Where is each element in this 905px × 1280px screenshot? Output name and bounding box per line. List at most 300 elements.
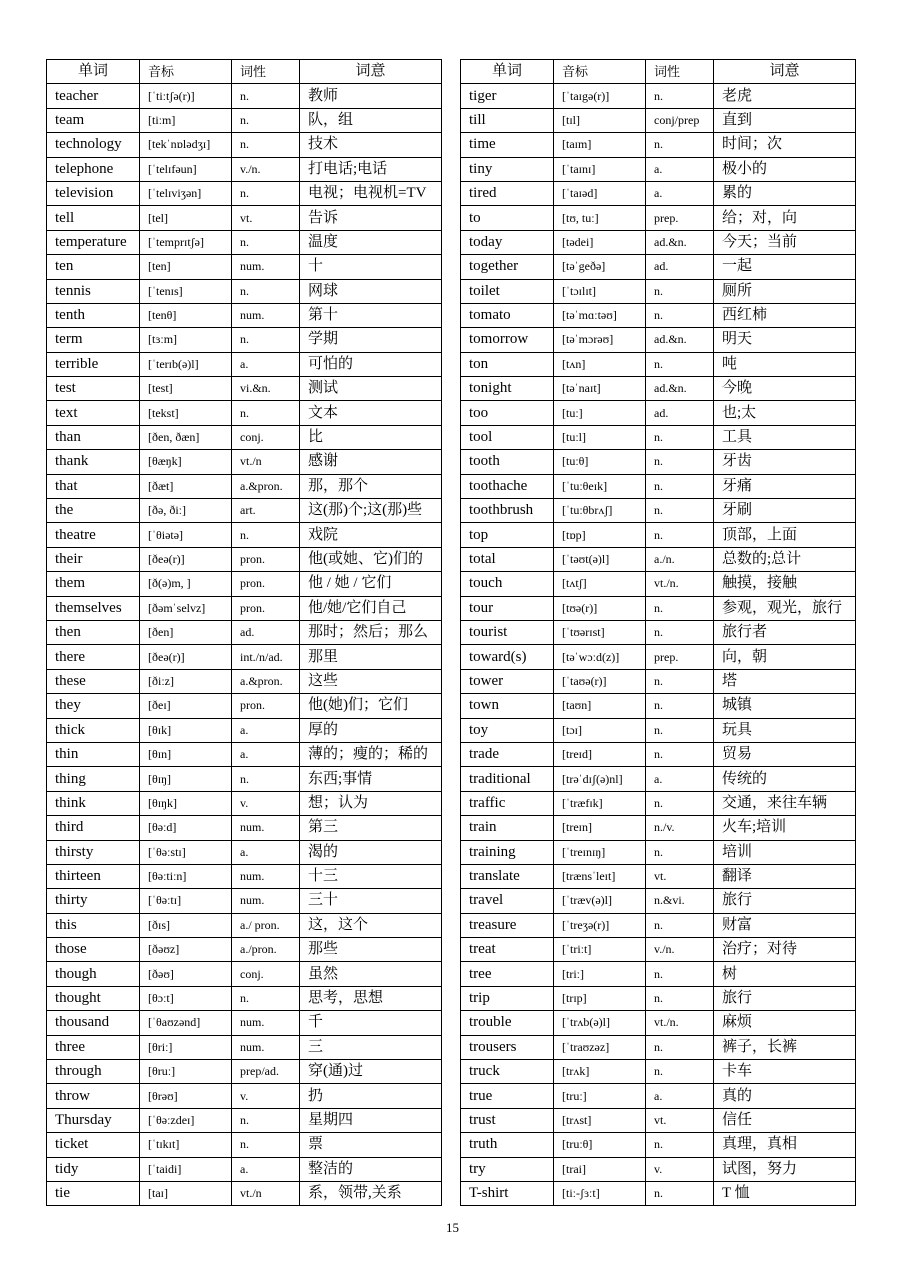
meaning-cell: 学期 [300,328,442,352]
table-row [47,913,442,937]
table-row [461,1011,856,1035]
phonetic-cell: [ðiːz] [140,669,232,693]
word-cell: third [47,816,140,840]
phonetic-cell: [test] [140,377,232,401]
phonetic-cell: [ðəʊ] [140,962,232,986]
word-cell: till [461,108,554,132]
table-row [461,572,856,596]
word-cell: toy [461,718,554,742]
table-row [47,694,442,718]
meaning-cell: 信任 [714,1108,856,1132]
word-cell: toward(s) [461,645,554,669]
word-cell: tired [461,181,554,205]
word-cell: treasure [461,913,554,937]
word-cell: touch [461,572,554,596]
table-row [461,962,856,986]
word-cell: tree [461,962,554,986]
phonetic-cell: [ˈtemprɪtʃə] [140,230,232,254]
header-phonetic: 音标 [554,60,646,84]
meaning-cell: 星期四 [300,1108,442,1132]
table-row [47,1060,442,1084]
word-cell: time [461,133,554,157]
phonetic-cell: [tʊ, tuː] [554,206,646,230]
pos-cell: a./n. [646,547,714,571]
pos-cell: ad. [232,620,300,644]
meaning-cell: 树 [714,962,856,986]
pos-cell: n. [232,108,300,132]
word-cell: throw [47,1084,140,1108]
meaning-cell: 技术 [300,133,442,157]
table-row [47,669,442,693]
phonetic-cell: [θɪŋ] [140,767,232,791]
meaning-cell: 厚的 [300,718,442,742]
pos-cell: n. [646,913,714,937]
table-row [461,889,856,913]
pos-cell: n. [646,669,714,693]
phonetic-cell: [θæŋk] [140,450,232,474]
table-row [461,1181,856,1205]
phonetic-cell: [təˈwɔːd(z)] [554,645,646,669]
pos-cell: ad.&n. [646,377,714,401]
meaning-cell: 牙刷 [714,499,856,523]
meaning-cell: 扔 [300,1084,442,1108]
pos-cell: n.&vi. [646,889,714,913]
word-cell: truck [461,1060,554,1084]
table-row [461,596,856,620]
meaning-cell: 塔 [714,669,856,693]
word-cell: terrible [47,352,140,376]
phonetic-cell: [ˈθiətə] [140,523,232,547]
table-row [461,1157,856,1181]
pos-cell: a.&pron. [232,669,300,693]
meaning-cell: 玩具 [714,718,856,742]
word-cell: tower [461,669,554,693]
word-cell: try [461,1157,554,1181]
meaning-cell: 旅行 [714,986,856,1010]
pos-cell: n. [232,986,300,1010]
pos-cell: a. [646,157,714,181]
word-cell: team [47,108,140,132]
phonetic-cell: [ˈtɪkɪt] [140,1133,232,1157]
meaning-cell: 千 [300,1011,442,1035]
pos-cell: n. [646,791,714,815]
word-cell: then [47,620,140,644]
table-row [461,206,856,230]
pos-cell: n. [646,425,714,449]
phonetic-cell: [truː] [554,1084,646,1108]
word-cell: toilet [461,279,554,303]
table-row [47,547,442,571]
phonetic-cell: [tekst] [140,401,232,425]
word-cell: trust [461,1108,554,1132]
pos-cell: a. [232,352,300,376]
word-cell: those [47,938,140,962]
table-row [461,620,856,644]
pos-cell: n. [232,133,300,157]
pos-cell: n. [646,840,714,864]
pos-cell: n. [646,84,714,108]
pos-cell: vt. [232,206,300,230]
meaning-cell: 火车;培训 [714,816,856,840]
phonetic-cell: [ˈtiːtʃə(r)] [140,84,232,108]
table-row [47,1181,442,1205]
table-row [47,157,442,181]
phonetic-cell: [θrəʊ] [140,1084,232,1108]
meaning-cell: 东西;事情 [300,767,442,791]
pos-cell: conj/prep [646,108,714,132]
header-phonetic: 音标 [140,60,232,84]
meaning-cell: 整洁的 [300,1157,442,1181]
phonetic-cell: [ˈtriːt] [554,938,646,962]
pos-cell: num. [232,864,300,888]
table-row [47,938,442,962]
pos-cell: n. [232,401,300,425]
meaning-cell: 第十 [300,303,442,327]
table-row [461,1060,856,1084]
pos-cell: ad. [646,255,714,279]
table-row [461,474,856,498]
pos-cell: vt./n. [646,1011,714,1035]
table-row [47,255,442,279]
table-row [47,986,442,1010]
meaning-cell: 测试 [300,377,442,401]
table-row [47,450,442,474]
pos-cell: n. [646,1060,714,1084]
phonetic-cell: [tɪl] [554,108,646,132]
meaning-cell: 那里 [300,645,442,669]
meaning-cell: 网球 [300,279,442,303]
table-row [47,1035,442,1059]
meaning-cell: 财富 [714,913,856,937]
pos-cell: n. [646,523,714,547]
word-cell: themselves [47,596,140,620]
meaning-cell: 告诉 [300,206,442,230]
header-row [461,60,856,84]
pos-cell: a./ pron. [232,913,300,937]
pos-cell: n. [232,1108,300,1132]
table-row [47,181,442,205]
phonetic-cell: [θɪŋk] [140,791,232,815]
table-row [461,986,856,1010]
pos-cell: n. [646,1133,714,1157]
meaning-cell: 教师 [300,84,442,108]
phonetic-cell: [ðə, ðiː] [140,499,232,523]
phonetic-cell: [treɪd] [554,742,646,766]
table-row [461,181,856,205]
table-row [47,352,442,376]
word-cell: train [461,816,554,840]
phonetic-cell: [ˈtaɪəd] [554,181,646,205]
word-cell: tooth [461,450,554,474]
table-row [47,962,442,986]
table-row [47,816,442,840]
pos-cell: n. [646,1181,714,1205]
table-row [47,303,442,327]
pos-cell: vt. [646,864,714,888]
meaning-cell: 戏院 [300,523,442,547]
pos-cell: num. [232,255,300,279]
table-row [47,206,442,230]
table-row [461,791,856,815]
pos-cell: prep/ad. [232,1060,300,1084]
pos-cell: num. [232,889,300,913]
pos-cell: vt./n. [646,572,714,596]
meaning-cell: 这(那)个;这(那)些 [300,499,442,523]
phonetic-cell: [ˈtreʒə(r)] [554,913,646,937]
pos-cell: a./pron. [232,938,300,962]
meaning-cell: 也;太 [714,401,856,425]
meaning-cell: 十三 [300,864,442,888]
pos-cell: pron. [232,572,300,596]
meaning-cell: 他(或她、它)们的 [300,547,442,571]
pos-cell: n. [232,279,300,303]
meaning-cell: 时间；次 [714,133,856,157]
meaning-cell: 三 [300,1035,442,1059]
word-cell: that [47,474,140,498]
table-row [47,864,442,888]
table-row [461,1084,856,1108]
pos-cell: n. [232,181,300,205]
table-row [461,1108,856,1132]
phonetic-cell: [θəːtiːn] [140,864,232,888]
table-row [47,645,442,669]
phonetic-cell: [trɪp] [554,986,646,1010]
table-row [47,523,442,547]
pos-cell: n. [232,767,300,791]
word-cell: translate [461,864,554,888]
meaning-cell: 向，朝 [714,645,856,669]
word-cell: the [47,499,140,523]
phonetic-cell: [tuːl] [554,425,646,449]
meaning-cell: 给；对，向 [714,206,856,230]
phonetic-cell: [tel] [140,206,232,230]
phonetic-cell: [tenθ] [140,303,232,327]
phonetic-cell: [triː] [554,962,646,986]
phonetic-cell: [təˈgeðə] [554,255,646,279]
table-row [461,279,856,303]
word-cell: think [47,791,140,815]
table-row [461,938,856,962]
phonetic-cell: [tɔɪ] [554,718,646,742]
meaning-cell: 他/她/它们自己 [300,596,442,620]
pos-cell: ad.&n. [646,328,714,352]
pos-cell: a.&pron. [232,474,300,498]
word-cell: town [461,694,554,718]
table-row [461,864,856,888]
pos-cell: n. [646,499,714,523]
phonetic-cell: [ðɪs] [140,913,232,937]
word-cell: thirteen [47,864,140,888]
phonetic-cell: [tuːθ] [554,450,646,474]
word-cell: they [47,694,140,718]
table-row [47,718,442,742]
table-row [461,157,856,181]
meaning-cell: 穿(通)过 [300,1060,442,1084]
table-row [461,230,856,254]
pos-cell: a. [232,840,300,864]
pos-cell: num. [232,816,300,840]
phonetic-cell: [ðen, ðæn] [140,425,232,449]
pos-cell: a. [232,718,300,742]
word-cell: telephone [47,157,140,181]
pos-cell: n. [646,718,714,742]
table-row [461,450,856,474]
phonetic-cell: [tiː-ʃɜːt] [554,1181,646,1205]
word-cell: tenth [47,303,140,327]
meaning-cell: 极小的 [714,157,856,181]
table-row [47,279,442,303]
word-cell: thin [47,742,140,766]
phonetic-cell: [ˈterɪb(ə)l] [140,352,232,376]
phonetic-cell: [taʊn] [554,694,646,718]
word-cell: toothbrush [461,499,554,523]
word-cell: too [461,401,554,425]
table-row [461,742,856,766]
word-cell: today [461,230,554,254]
header-word: 单词 [47,60,140,84]
table-row [461,816,856,840]
phonetic-cell: [θɔːt] [140,986,232,1010]
meaning-cell: 想；认为 [300,791,442,815]
meaning-cell: 城镇 [714,694,856,718]
meaning-cell: 真的 [714,1084,856,1108]
meaning-cell: 那些 [300,938,442,962]
phonetic-cell: [təˈmɔrəʊ] [554,328,646,352]
meaning-cell: 累的 [714,181,856,205]
table-row [47,889,442,913]
meaning-cell: 第三 [300,816,442,840]
phonetic-cell: [tekˈnɒlədʒɪ] [140,133,232,157]
vocab-table-left [46,59,442,1206]
word-cell: three [47,1035,140,1059]
meaning-cell: 电视；电视机=TV [300,181,442,205]
meaning-cell: 总数的;总计 [714,547,856,571]
word-cell: tonight [461,377,554,401]
word-cell: tool [461,425,554,449]
table-row [47,474,442,498]
phonetic-cell: [ˈtʊərɪst] [554,620,646,644]
meaning-cell: 今天；当前 [714,230,856,254]
phonetic-cell: [trʌst] [554,1108,646,1132]
word-cell: to [461,206,554,230]
pos-cell: pron. [232,596,300,620]
word-cell: trip [461,986,554,1010]
phonetic-cell: [ðen] [140,620,232,644]
pos-cell: conj. [232,962,300,986]
phonetic-cell: [ˈθəːtɪ] [140,889,232,913]
meaning-cell: 他 / 她 / 它们 [300,572,442,596]
meaning-cell: 那时；然后；那么 [300,620,442,644]
pos-cell: art. [232,499,300,523]
table-row [461,108,856,132]
phonetic-cell: [θɪk] [140,718,232,742]
phonetic-cell: [ˈθaʊzənd] [140,1011,232,1035]
meaning-cell: 文本 [300,401,442,425]
phonetic-cell: [ˈtaɪgə(r)] [554,84,646,108]
meaning-cell: 卡车 [714,1060,856,1084]
word-cell: trouble [461,1011,554,1035]
table-row [47,1084,442,1108]
phonetic-cell: [tɒp] [554,523,646,547]
meaning-cell: 这些 [300,669,442,693]
phonetic-cell: [ˈtelɪfəun] [140,157,232,181]
pos-cell: n. [646,1035,714,1059]
phonetic-cell: [ˈtraʊzəz] [554,1035,646,1059]
word-cell: text [47,401,140,425]
meaning-cell: 那，那个 [300,474,442,498]
meaning-cell: 培训 [714,840,856,864]
table-row [47,572,442,596]
table-row [461,645,856,669]
meaning-cell: 可怕的 [300,352,442,376]
pos-cell: v. [646,1157,714,1181]
table-row [47,377,442,401]
table-row [461,401,856,425]
table-row [461,767,856,791]
table-row [461,133,856,157]
phonetic-cell: [ˈtuːθbrʌʃ] [554,499,646,523]
word-cell: truth [461,1133,554,1157]
meaning-cell: 厕所 [714,279,856,303]
phonetic-cell: [ˈθəːzdeɪ] [140,1108,232,1132]
word-cell: total [461,547,554,571]
pos-cell: v. [232,791,300,815]
table-row [461,499,856,523]
phonetic-cell: [trai] [554,1157,646,1181]
pos-cell: n. [232,1133,300,1157]
pos-cell: num. [232,303,300,327]
header-row [47,60,442,84]
word-cell: ten [47,255,140,279]
meaning-cell: 一起 [714,255,856,279]
header-word: 单词 [461,60,554,84]
pos-cell: pron. [232,547,300,571]
phonetic-cell: [təˈnaɪt] [554,377,646,401]
pos-cell: a. [232,742,300,766]
meaning-cell: 薄的；瘦的；稀的 [300,742,442,766]
word-cell: technology [47,133,140,157]
table-row [47,596,442,620]
word-cell: thank [47,450,140,474]
meaning-cell: 牙齿 [714,450,856,474]
meaning-cell: 今晚 [714,377,856,401]
word-cell: thought [47,986,140,1010]
phonetic-cell: [ˈtuːθeɪk] [554,474,646,498]
phonetic-cell: [ðeə(r)] [140,547,232,571]
word-cell: Thursday [47,1108,140,1132]
meaning-cell: 打电话;电话 [300,157,442,181]
meaning-cell: 直到 [714,108,856,132]
table-row [47,767,442,791]
table-row [47,108,442,132]
table-row [461,718,856,742]
meaning-cell: 裤子，长裤 [714,1035,856,1059]
meaning-cell: 思考，思想 [300,986,442,1010]
table-row [47,401,442,425]
pos-cell: v./n. [232,157,300,181]
phonetic-cell: [ˈtræv(ə)l] [554,889,646,913]
phonetic-cell: [ˈtrʌb(ə)l] [554,1011,646,1035]
table-row [47,1011,442,1035]
word-cell: traffic [461,791,554,815]
meaning-cell: T 恤 [714,1181,856,1205]
phonetic-cell: [truːθ] [554,1133,646,1157]
table-row [461,303,856,327]
phonetic-cell: [ðeɪ] [140,694,232,718]
pos-cell: n. [646,694,714,718]
word-cell: their [47,547,140,571]
header-pos: 词性 [646,60,714,84]
